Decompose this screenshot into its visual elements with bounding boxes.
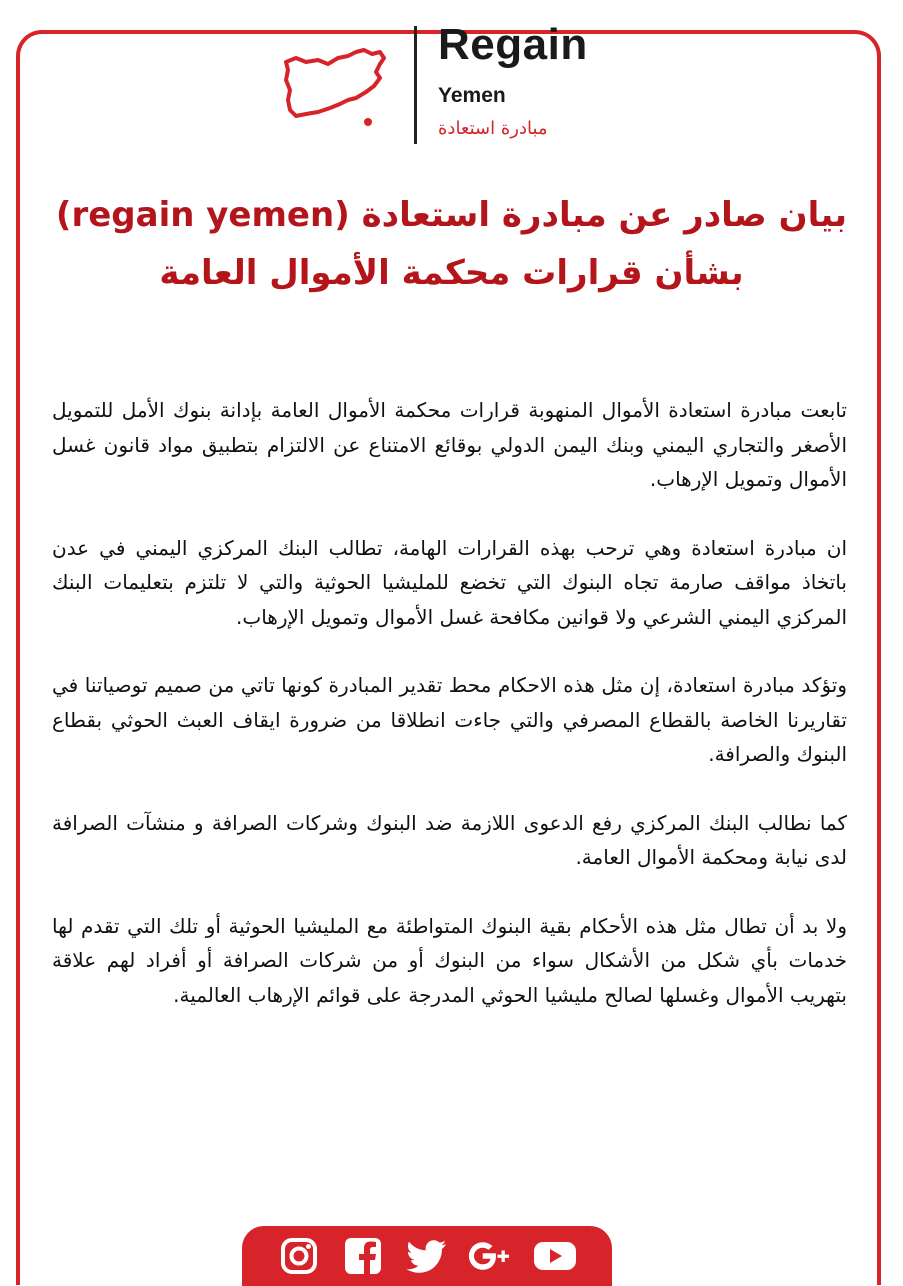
paragraph-2: ان مبادرة استعادة وهي ترحب بهذه القرارات الهامة، تطالب البنك المركزي اليمني في عدن باتخاذ مواقف صارمة تجاه البنوك التي تخضع للمليشيا الحوثية والتي لا تلتزم بتعليمات البنك المركزي اليمني الشرعي ولا قوانين مكافحة غسل الأموال وتمويل الإرهاب. (52, 535, 847, 629)
yemen-map-icon (276, 42, 388, 128)
facebook-icon[interactable] (340, 1233, 386, 1279)
paragraph-5: ولا بد أن تطال مثل هذه الأحكام بقية البنوك المتواطئة مع المليشيا الحوثية أو تلك التي تقدم لها خدمات بأي شكل من الأشكال سواء من البنوك أو من شركات الصرافة أو أفراد لهم علاقة بتهريب الأموال وغسلها لصالح مليشيا الحوثي المدرجة على قوائم الإرهاب العالمية. (52, 913, 847, 1007)
brand-title: Regain (438, 20, 588, 69)
statement-body (52, 393, 847, 1046)
instagram-icon[interactable] (276, 1233, 322, 1279)
youtube-icon[interactable] (532, 1233, 578, 1279)
paragraph-1: تابعت مبادرة استعادة الأموال المنهوبة قرارات محكمة الأموال العامة بإدانة بنوك الأمل للتمويل الأصغر والتجاري اليمني وبنك اليمن الدولي بوقائع الامتناع عن الالتزام بتطبيق مواد قانون غسل الأموال وتمويل الإرهاب. (52, 398, 847, 491)
social-bar (242, 1226, 612, 1286)
header-divider (414, 26, 417, 144)
brand-arabic-name: مبادرة استعادة (438, 118, 548, 139)
paragraph-4: كما نطالب البنك المركزي رفع الدعوى اللازمة ضد البنوك وشركات الصرافة و منشآت الصرافة لدى نيابة ومحكمة الأموال العامة. (52, 810, 847, 869)
header (0, 0, 903, 170)
title-line-1: بيان صادر عن مبادرة استعادة (regain yemen) (55, 195, 848, 235)
title-line-2: بشأن قرارات محكمة الأموال العامة (159, 253, 744, 293)
paragraph-3: وتؤكد مبادرة استعادة، إن مثل هذه الاحكام محط تقدير المبادرة كونها تاتي من صميم توصياتنا في تقاريرنا الخاصة بالقطاع المصرفي والتي جاءت انطلاقا من ضرورة ايقاف العبث الحوثي بقطاع البنوك والصرافة. (52, 673, 847, 766)
twitter-icon[interactable] (404, 1233, 450, 1279)
statement-title (40, 186, 863, 302)
google-plus-icon[interactable] (468, 1233, 514, 1279)
brand-subtitle: Yemen (438, 84, 506, 107)
